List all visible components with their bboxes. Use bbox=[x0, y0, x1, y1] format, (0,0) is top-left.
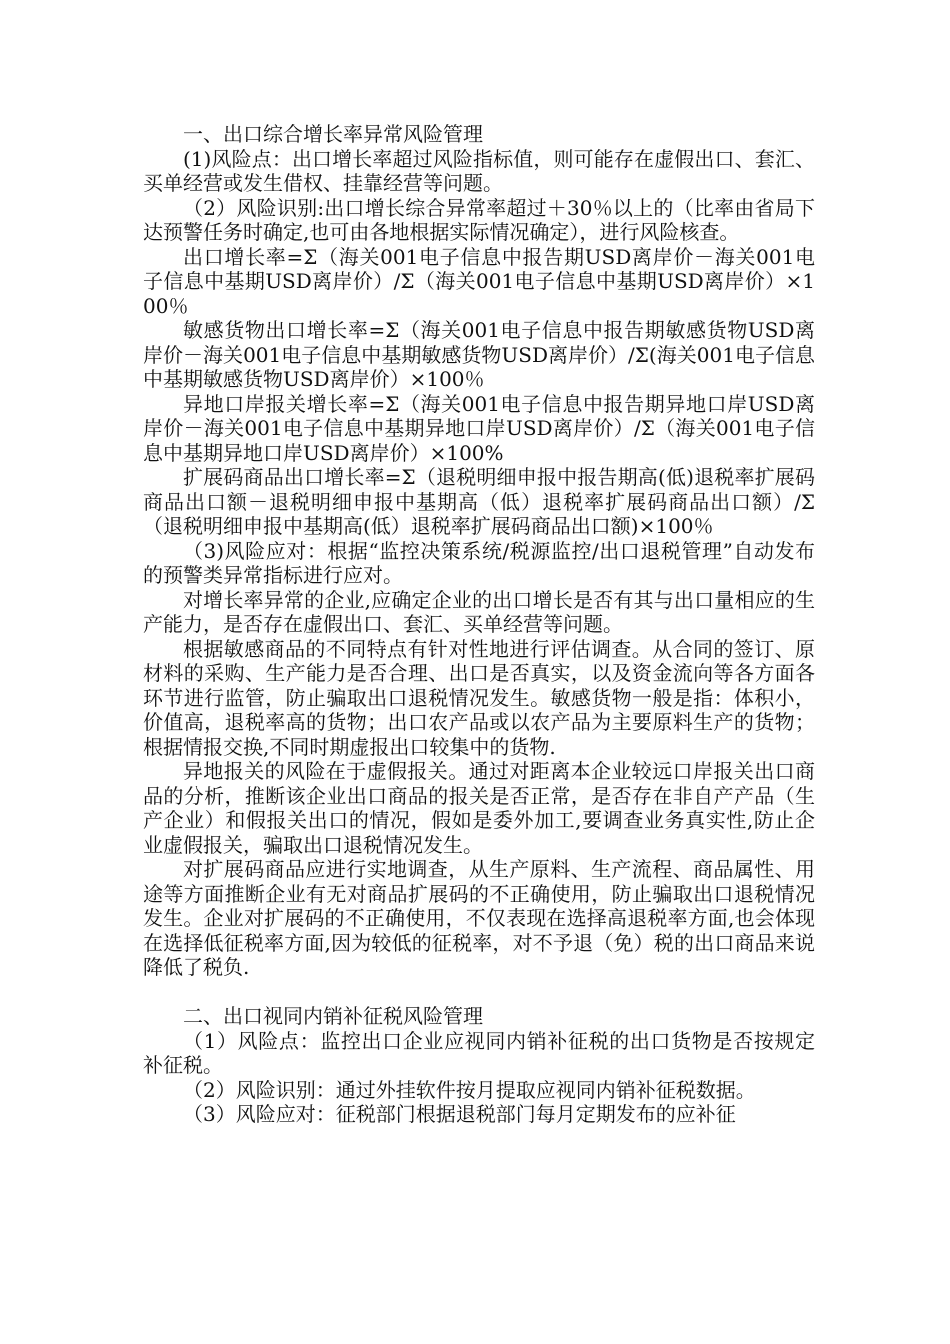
formula-extension-code-growth-rate: 扩展码商品出口增长率=Σ（退税明细申报中报告期高(低)退税率扩展码商品出口额－退税明细申报中基期高（低）退税率扩展码商品出口额）/Σ（退税明细申报中基期高(低）退税率扩展码商品出口额)×100％ bbox=[143, 465, 815, 538]
section1-heading: 一、出口综合增长率异常风险管理 bbox=[183, 122, 483, 146]
document-body bbox=[143, 122, 815, 1127]
section1-paragraph-offsite-declaration: 异地报关的风险在于虚假报关。通过对距离本企业较远口岸报关出口商品的分析，推断该企业出口商品的报关是否正常，是否存在非自产产品（生产企业）和假报关出口的情况，假如是委外加工,要调查业务真实性,防止企业虚假报关，骗取出口退税情况发生。 bbox=[143, 759, 815, 857]
section2-risk-response: （3）风险应对：征税部门根据退税部门每月定期发布的应补征 bbox=[183, 1102, 736, 1126]
formula-sensitive-goods-growth-rate: 敏感货物出口增长率=Σ（海关001电子信息中报告期敏感货物USD离岸价－海关001电子信息中基期敏感货物USD离岸价）/Σ(海关001电子信息中基期敏感货物USD离岸价）×100％ bbox=[143, 318, 815, 391]
section2-risk-identification: （2）风险识别：通过外挂软件按月提取应视同内销补征税数据。 bbox=[183, 1077, 756, 1102]
section2-risk-point: （1）风险点：监控出口企业应视同内销补征税的出口货物是否按规定补征税。 bbox=[143, 1028, 815, 1077]
section1-risk-identification: （2）风险识别:出口增长综合异常率超过＋30％以上的（比率由省局下达预警任务时确定,也可由各地根据实际情况确定），进行风险核查。 bbox=[143, 195, 815, 244]
formula-export-growth-rate: 出口增长率=Σ（海关001电子信息中报告期USD离岸价－海关001电子信息中基期USD离岸价）/Σ（海关001电子信息中基期USD离岸价）×100％ bbox=[143, 244, 815, 318]
section1-risk-response: （3)风险应对：根据“监控决策系统/税源监控/出口退税管理”自动发布的预警类异常指标进行应对。 bbox=[143, 538, 815, 587]
section1-paragraph-sensitive-goods: 根据敏感商品的不同特点有针对性地进行评估调查。从合同的签订、原材料的采购、生产能力是否合理、出口是否真实，以及资金流向等各方面各环节进行监管，防止骗取出口退税情况发生。敏感货物一般是指：体积小，价值高，退税率高的货物；出口农产品或以农产品为主要原料生产的货物；根据情报交换,不同时期虚报出口较集中的货物. bbox=[143, 636, 815, 759]
section2-heading: 二、出口视同内销补征税风险管理 bbox=[183, 1004, 483, 1028]
section1-risk-point: (1)风险点：出口增长率超过风险指标值，则可能存在虚假出口、套汇、买单经营或发生借权、挂靠经营等问题。 bbox=[143, 146, 815, 195]
formula-offsite-port-growth-rate: 异地口岸报关增长率=Σ（海关001电子信息中报告期异地口岸USD离岸价－海关001电子信息中基期异地口岸USD离岸价）/Σ（海关001电子信息中基期异地口岸USD离岸价）×100% bbox=[143, 391, 815, 465]
section1-paragraph-extension-code: 对扩展码商品应进行实地调查，从生产原料、生产流程、商品属性、用途等方面推断企业有无对商品扩展码的不正确使用，防止骗取出口退税情况发生。企业对扩展码的不正确使用，不仅表现在选择高退税率方面,也会体现在选择低征税率方面,因为较低的征税率，对不予退（免）税的出口商品来说降低了税负. bbox=[143, 857, 815, 979]
section1-paragraph-growth-abnormal: 对增长率异常的企业,应确定企业的出口增长是否有其与出口量相应的生产能力，是否存在虚假出口、套汇、买单经营等问题。 bbox=[143, 587, 815, 636]
